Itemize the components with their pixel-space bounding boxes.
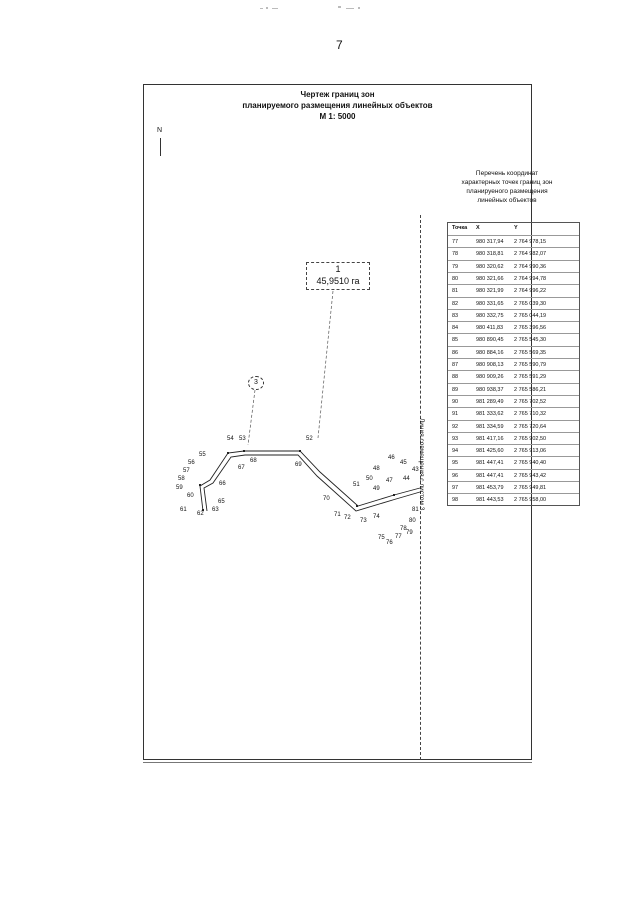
point-id-cell: 77: [452, 239, 459, 245]
point-label: 44: [403, 476, 410, 482]
point-label: 55: [199, 452, 206, 458]
point-label: 53: [239, 436, 246, 442]
point-label: 48: [373, 466, 380, 472]
y-coord-cell: 2 765 591,29: [514, 374, 547, 381]
y-coord-cell: 2 765 702,52: [514, 398, 547, 405]
point-label: 50: [366, 476, 373, 482]
point-label: 45: [400, 460, 407, 466]
point-label: 54: [227, 436, 234, 442]
x-coord-cell: 980 320,62: [476, 263, 504, 270]
col-header-x: X: [476, 225, 480, 231]
y-coord-cell: 2 765 044,19: [514, 312, 547, 319]
point-id-cell: 78: [452, 251, 459, 258]
circle-leader-line: [248, 390, 255, 445]
point-id-cell: 82: [452, 300, 459, 307]
point-label: 78: [400, 526, 407, 532]
y-coord-cell: 2 765 039,30: [514, 300, 547, 307]
col-header-y: Y: [514, 225, 518, 231]
point-label: 51: [353, 482, 360, 488]
x-coord-cell: 981 453,79: [476, 485, 504, 491]
zone-circle-label: 3: [248, 376, 264, 390]
x-coord-cell: 981 425,60: [476, 448, 504, 455]
coord-list-title-4: линейных объектов: [477, 197, 537, 204]
point-label: 47: [386, 478, 393, 484]
y-coord-cell: 2 764 994,78: [514, 275, 547, 282]
coord-list-title-2: характерных точек границ зон: [461, 179, 553, 186]
y-coord-cell: 2 765 913,06: [514, 448, 547, 455]
point-label: 81: [412, 507, 419, 513]
drawing-title-line-1: Чертеж границ зон: [300, 90, 375, 99]
y-coord-cell: 2 765 720,64: [514, 423, 547, 430]
point-label: 61: [180, 507, 187, 513]
point-id-cell: 93: [452, 435, 459, 442]
north-arrow-label: N: [157, 127, 163, 134]
point-id-cell: 96: [452, 472, 459, 479]
x-coord-cell: 981 289,49: [476, 398, 504, 405]
y-coord-cell: 2 765 940,40: [514, 460, 547, 467]
point-label: 62: [197, 511, 204, 517]
x-coord-cell: 980 331,65: [476, 300, 504, 307]
point-id-cell: 91: [452, 411, 459, 418]
point-id-cell: 85: [452, 337, 459, 344]
point-id-cell: 95: [452, 460, 459, 467]
x-coord-cell: 980 321,66: [476, 275, 504, 282]
point-label: 65: [218, 499, 225, 505]
x-coord-cell: 980 908,13: [476, 362, 504, 368]
point-id-cell: 94: [452, 448, 459, 455]
page-number: 7: [336, 38, 343, 52]
point-label: 76: [386, 540, 393, 546]
point-label: 80: [409, 518, 416, 524]
x-coord-cell: 981 447,41: [476, 472, 504, 479]
point-label: 71: [334, 512, 341, 518]
point-id-cell: 87: [452, 362, 459, 368]
point-label: 52: [306, 436, 313, 442]
x-coord-cell: 980 890,45: [476, 337, 504, 344]
point-label: 58: [178, 476, 185, 482]
point-label: 75: [378, 535, 385, 541]
point-label: 63: [212, 507, 219, 513]
point-id-cell: 80: [452, 275, 459, 282]
x-coord-cell: 981 417,16: [476, 435, 504, 442]
zone-number: 1: [335, 264, 341, 274]
alignment-line-label: Линия совмещения с листом 3: [418, 418, 425, 511]
y-coord-cell: 2 765 949,81: [514, 485, 547, 491]
x-coord-cell: 981 443,53: [476, 497, 504, 504]
point-label: 67: [238, 465, 245, 471]
point-id-cell: 98: [452, 497, 459, 504]
y-coord-cell: 2 765 943,42: [514, 472, 547, 479]
coord-list-title-1: Перечень координат: [475, 170, 539, 177]
x-coord-cell: 980 321,99: [476, 288, 504, 295]
zone-area: 45,9510 га: [316, 276, 360, 286]
point-label: 56: [188, 460, 195, 466]
y-coord-cell: 2 764 996,22: [514, 288, 547, 295]
drawing-scale: М 1: 5000: [319, 112, 356, 121]
x-coord-cell: 980 332,75: [476, 312, 504, 319]
point-id-cell: 83: [452, 312, 459, 319]
x-coord-cell: 980 411,83: [476, 325, 504, 332]
point-label: 49: [373, 486, 380, 492]
x-coord-cell: 981 447,41: [476, 460, 504, 467]
x-coord-cell: 980 884,16: [476, 349, 504, 356]
y-coord-cell: 2 765 396,56: [514, 325, 547, 332]
x-coord-cell: 980 318,81: [476, 251, 504, 258]
x-coord-cell: 981 334,59: [476, 423, 504, 430]
point-id-cell: 97: [452, 485, 459, 491]
point-label: 46: [388, 455, 395, 461]
area-leader-line: [318, 291, 333, 438]
point-id-cell: 81: [452, 288, 459, 295]
y-coord-cell: 2 764 978,15: [514, 239, 547, 245]
point-label: 70: [323, 496, 330, 502]
point-label: 68: [250, 458, 257, 464]
point-label: 79: [406, 530, 413, 536]
drawing-title-line-2: планируемого размещения линейных объектов: [242, 101, 433, 110]
point-id-cell: 84: [452, 325, 459, 332]
x-coord-cell: 980 938,37: [476, 386, 504, 393]
point-label: 74: [373, 514, 380, 520]
point-id-cell: 79: [452, 263, 459, 270]
point-id-cell: 89: [452, 386, 459, 393]
point-label: 69: [295, 462, 302, 468]
y-coord-cell: 2 765 710,32: [514, 411, 547, 418]
point-label: 60: [187, 493, 194, 499]
y-coord-cell: 2 765 545,30: [514, 337, 547, 344]
y-coord-cell: 2 765 586,21: [514, 386, 547, 393]
point-label: 43: [412, 467, 419, 473]
y-coord-cell: 2 765 958,00: [514, 497, 547, 504]
y-coord-cell: 2 764 990,36: [514, 263, 547, 270]
point-id-cell: 86: [452, 349, 459, 356]
col-header-point: Точка: [452, 225, 468, 231]
point-label: 59: [176, 485, 183, 491]
point-label: 57: [183, 468, 190, 474]
x-coord-cell: 981 333,62: [476, 411, 504, 418]
x-coord-cell: 980 317,94: [476, 239, 504, 245]
point-label: 73: [360, 518, 367, 524]
y-coord-cell: 2 765 590,79: [514, 362, 547, 368]
point-id-cell: 92: [452, 423, 459, 430]
y-coord-cell: 2 765 902,50: [514, 435, 547, 442]
y-coord-cell: 2 765 569,35: [514, 349, 547, 356]
point-label: 77: [395, 534, 402, 540]
point-id-cell: 88: [452, 374, 459, 381]
point-label: 66: [219, 481, 226, 487]
point-id-cell: 90: [452, 398, 459, 405]
x-coord-cell: 980 909,26: [476, 374, 504, 381]
point-label: 72: [344, 515, 351, 521]
y-coord-cell: 2 764 982,07: [514, 251, 547, 258]
coord-list-title-3: планируеного размещения: [466, 188, 548, 195]
